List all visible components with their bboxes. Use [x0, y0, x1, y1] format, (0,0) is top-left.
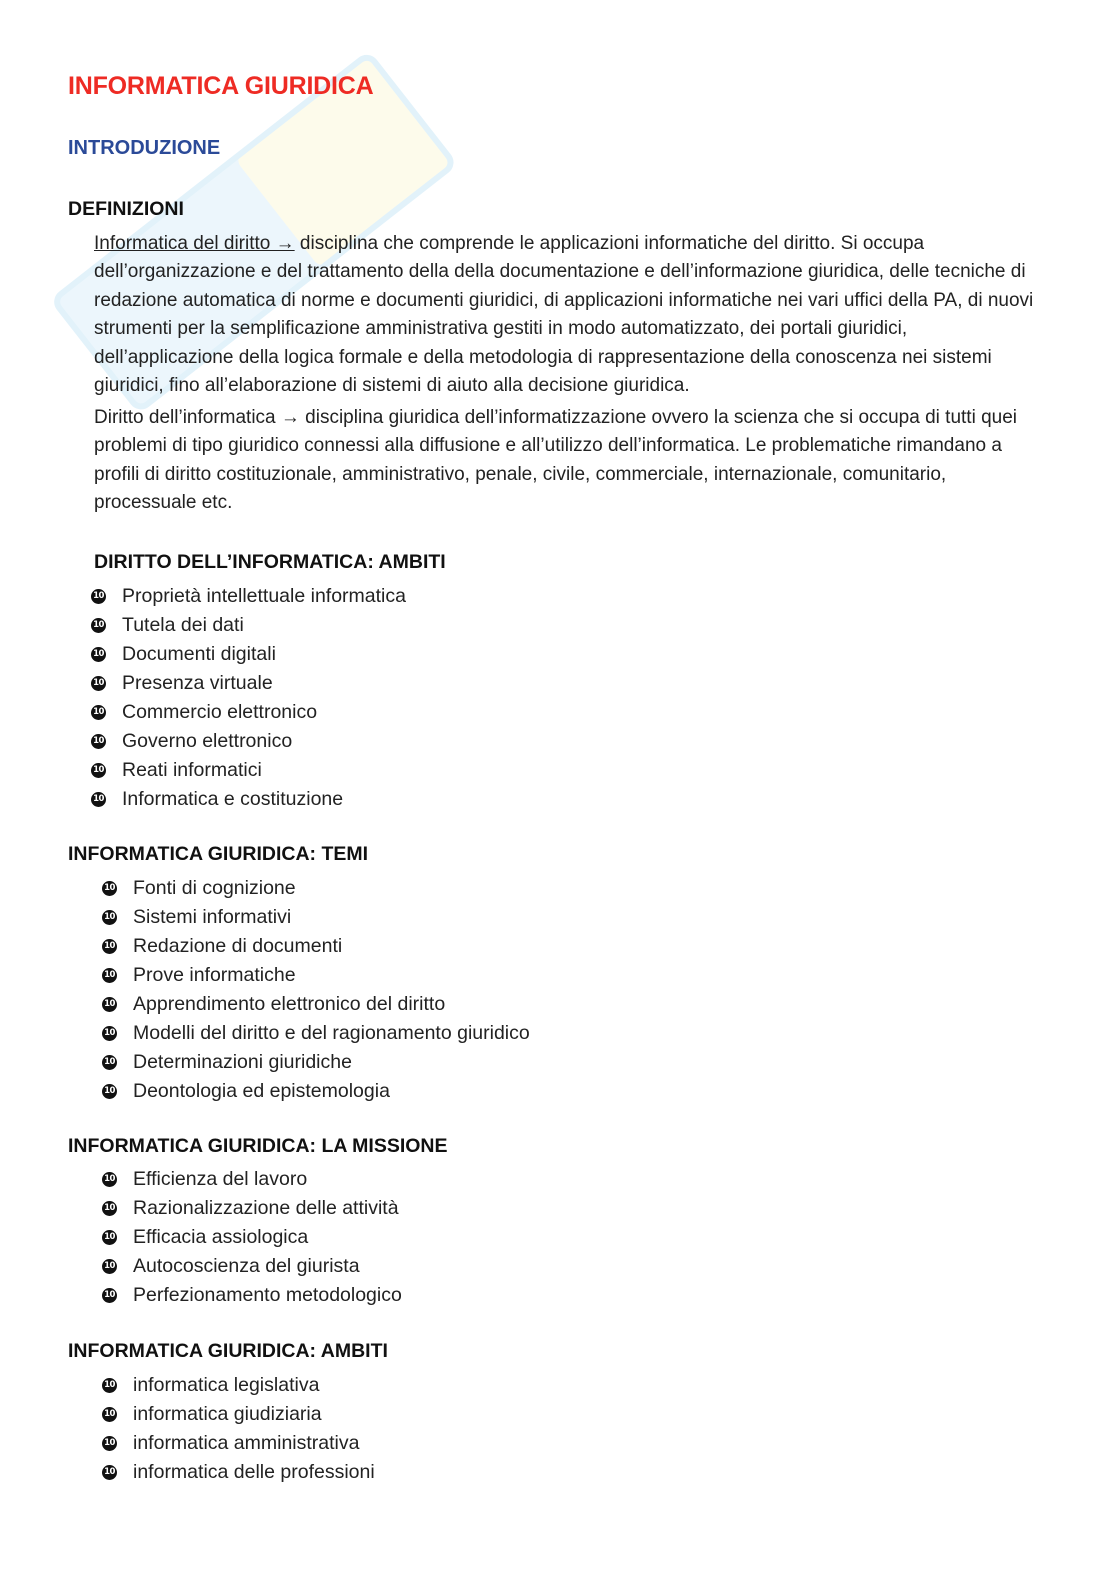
section-subtitle: INTRODUZIONE [68, 137, 221, 159]
numbered-bullet-icon: 10 [102, 1407, 117, 1422]
list-item: 10 Proprietà intellettuale informatica [91, 582, 406, 611]
list-item: 10 Modelli del diritto e del ragionamento giuridico [102, 1019, 530, 1048]
list-temi [102, 874, 530, 1106]
numbered-bullet-icon: 10 [102, 1201, 117, 1216]
section-heading-informatica-ambiti: INFORMATICA GIURIDICA: AMBITI [68, 1340, 388, 1362]
numbered-bullet-icon: 10 [102, 1084, 117, 1099]
list-item: 10 Presenza virtuale [91, 669, 406, 698]
list-item: 10 Redazione di documenti [102, 932, 530, 961]
list-item: 10 Tutela dei dati [91, 611, 406, 640]
numbered-bullet-icon: 10 [91, 792, 106, 807]
list-item: 10 Razionalizzazione delle attività [102, 1194, 402, 1223]
list-missione [102, 1165, 402, 1310]
numbered-bullet-icon: 10 [102, 939, 117, 954]
list-informatica-ambiti [102, 1371, 375, 1487]
list-item: 10 Determinazioni giuridiche [102, 1048, 530, 1077]
list-item: 10 Deontologia ed epistemologia [102, 1077, 530, 1106]
numbered-bullet-icon: 10 [102, 1172, 117, 1187]
numbered-bullet-icon: 10 [91, 763, 106, 778]
numbered-bullet-icon: 10 [102, 1378, 117, 1393]
section-heading-temi: INFORMATICA GIURIDICA: TEMI [68, 843, 369, 865]
section-heading-diritto-ambiti: DIRITTO DELL’INFORMATICA: AMBITI [94, 551, 446, 573]
list-item: 10 Autocoscienza del giurista [102, 1252, 402, 1281]
list-item: 10 Documenti digitali [91, 640, 406, 669]
list-item: 10 informatica giudiziaria [102, 1400, 375, 1429]
numbered-bullet-icon: 10 [102, 1230, 117, 1245]
numbered-bullet-icon: 10 [102, 968, 117, 983]
numbered-bullet-icon: 10 [102, 1288, 117, 1303]
numbered-bullet-icon: 10 [91, 705, 106, 720]
section-heading-missione: INFORMATICA GIURIDICA: LA MISSIONE [68, 1135, 448, 1157]
numbered-bullet-icon: 10 [91, 734, 106, 749]
numbered-bullet-icon: 10 [102, 1055, 117, 1070]
list-item: 10 Efficacia assiologica [102, 1223, 402, 1252]
list-item: 10 Governo elettronico [91, 727, 406, 756]
numbered-bullet-icon: 10 [102, 1026, 117, 1041]
numbered-bullet-icon: 10 [102, 997, 117, 1012]
list-item: 10 Fonti di cognizione [102, 874, 530, 903]
list-item: 10 Apprendimento elettronico del diritto [102, 990, 530, 1019]
numbered-bullet-icon: 10 [91, 618, 106, 633]
list-item: 10 Efficienza del lavoro [102, 1165, 402, 1194]
definizioni-heading: DEFINIZIONI [68, 198, 184, 220]
list-item: 10 informatica delle professioni [102, 1458, 375, 1487]
definition-paragraph-2: Diritto dell’informatica → disciplina giuridica dell’informatizzazione ovvero la scienza che si occupa di tutti quei problemi di tipo giuridico connessi alla diffusione e all’utilizzo dell’informatica. Le problematiche rimandano a profili di diritto costituzionale, amministrativo, penale, civile, commerciale, internazionale, comunitario, processuale etc. [94, 407, 1017, 514]
list-item: 10 informatica legislativa [102, 1371, 375, 1400]
list-item: 10 Sistemi informativi [102, 903, 530, 932]
list-diritto-ambiti [91, 582, 406, 814]
numbered-bullet-icon: 10 [102, 1259, 117, 1274]
document-title: INFORMATICA GIURIDICA [68, 72, 374, 100]
list-item: 10 Perfezionamento metodologico [102, 1281, 402, 1310]
numbered-bullet-icon: 10 [102, 881, 117, 896]
numbered-bullet-icon: 10 [91, 647, 106, 662]
list-item: 10 Informatica e costituzione [91, 785, 406, 814]
numbered-bullet-icon: 10 [102, 910, 117, 925]
definition-paragraph-1 [94, 230, 1044, 400]
numbered-bullet-icon: 10 [91, 676, 106, 691]
numbered-bullet-icon: 10 [91, 589, 106, 604]
list-item: 10 Commercio elettronico [91, 698, 406, 727]
list-item: 10 informatica amministrativa [102, 1429, 375, 1458]
definition-text: disciplina che comprende le applicazioni informatiche del diritto. Si occupa dell’organizzazione e del trattamento della della documentazione e dell’informazione giuridica, delle tecniche di redazione automatica di norme e documenti giuridici, di applicazioni informatiche nei vari uffici della PA, di nuovi strumenti per la semplificazione amministrativa gestiti in modo automatizzato, dei portali giuridici, dell’applicazione della logica formale e della metodologia di rappresentazione della conoscenza nei sistemi giuridici, fino all’elaborazione di sistemi di aiuto alla decisione giuridica. [94, 233, 1034, 397]
definition-term: Informatica del diritto → [94, 233, 295, 254]
numbered-bullet-icon: 10 [102, 1436, 117, 1451]
numbered-bullet-icon: 10 [102, 1465, 117, 1480]
list-item: 10 Reati informatici [91, 756, 406, 785]
list-item: 10 Prove informatiche [102, 961, 530, 990]
